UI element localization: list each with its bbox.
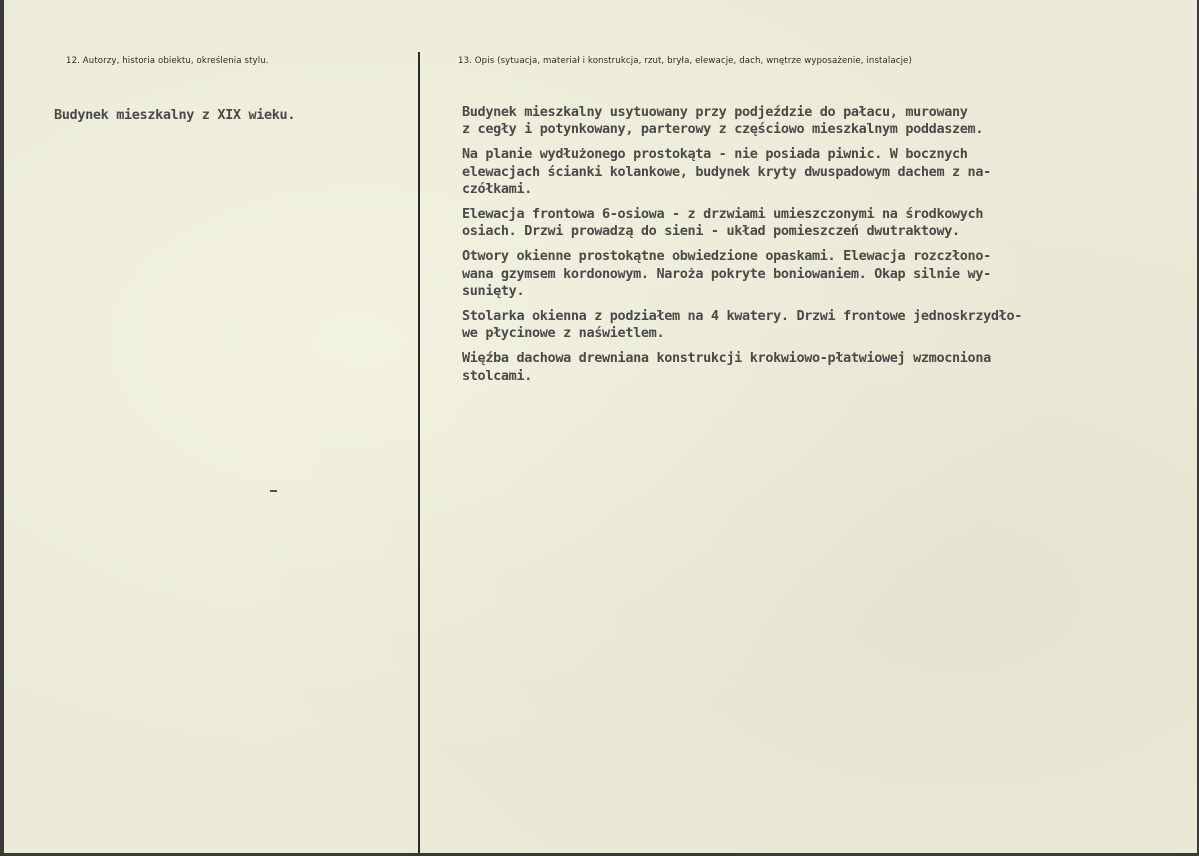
document-sheet: [4, 0, 1197, 853]
description-paragraph: Stolarka okienna z podziałem na 4 kwatery. Drzwi frontowe jednoskrzydło- we płycinowe z naświetlem.: [462, 308, 1022, 342]
description-paragraph: Otwory okienne prostokątne obwiedzione opaskami. Elewacja rozczłono- wana gzymsem kordonowym. Narożа pokryte boniowaniem. Okap silnie wy- sunięty.: [462, 248, 991, 299]
description-paragraph: Budynek mieszkalny usytuowany przy podjeździe do pałacu, murowany z cegły i potynkowany, parterowy z częściowo mieszkalnym poddaszem.: [462, 104, 984, 138]
description-paragraph: Na planie wydłużonego prostokąta - nie posiada piwnic. W bocznych elewacjach ścianki kolankowe, budynek kryty dwuspadowym dachem z na- czółkami.: [462, 146, 991, 197]
description-paragraph: Więźba dachowa drewniana konstrukcji krokwiowo-płatwiowej wzmocniona stolcami.: [462, 350, 991, 384]
section-12-header: 12. Autorzy, historia obiektu, określenia stylu.: [66, 56, 269, 66]
authors-history-text: Budynek mieszkalny z XIX wieku.: [54, 107, 296, 123]
margin-tick-mark: [270, 490, 277, 492]
description-block: [462, 104, 1192, 393]
section-13-header: 13. Opis (sytuacja, materiał i konstrukcja, rzut, bryła, elewacje, dach, wnętrze wyposażenie, instalacje): [458, 56, 912, 66]
description-paragraph: Elewacja frontowa 6-osiowa - z drzwiami umieszczonymi na środkowych osiach. Drzwi prowadzą do sieni - układ pomieszczeń dwutraktowy.: [462, 206, 984, 240]
column-divider: [418, 52, 420, 853]
